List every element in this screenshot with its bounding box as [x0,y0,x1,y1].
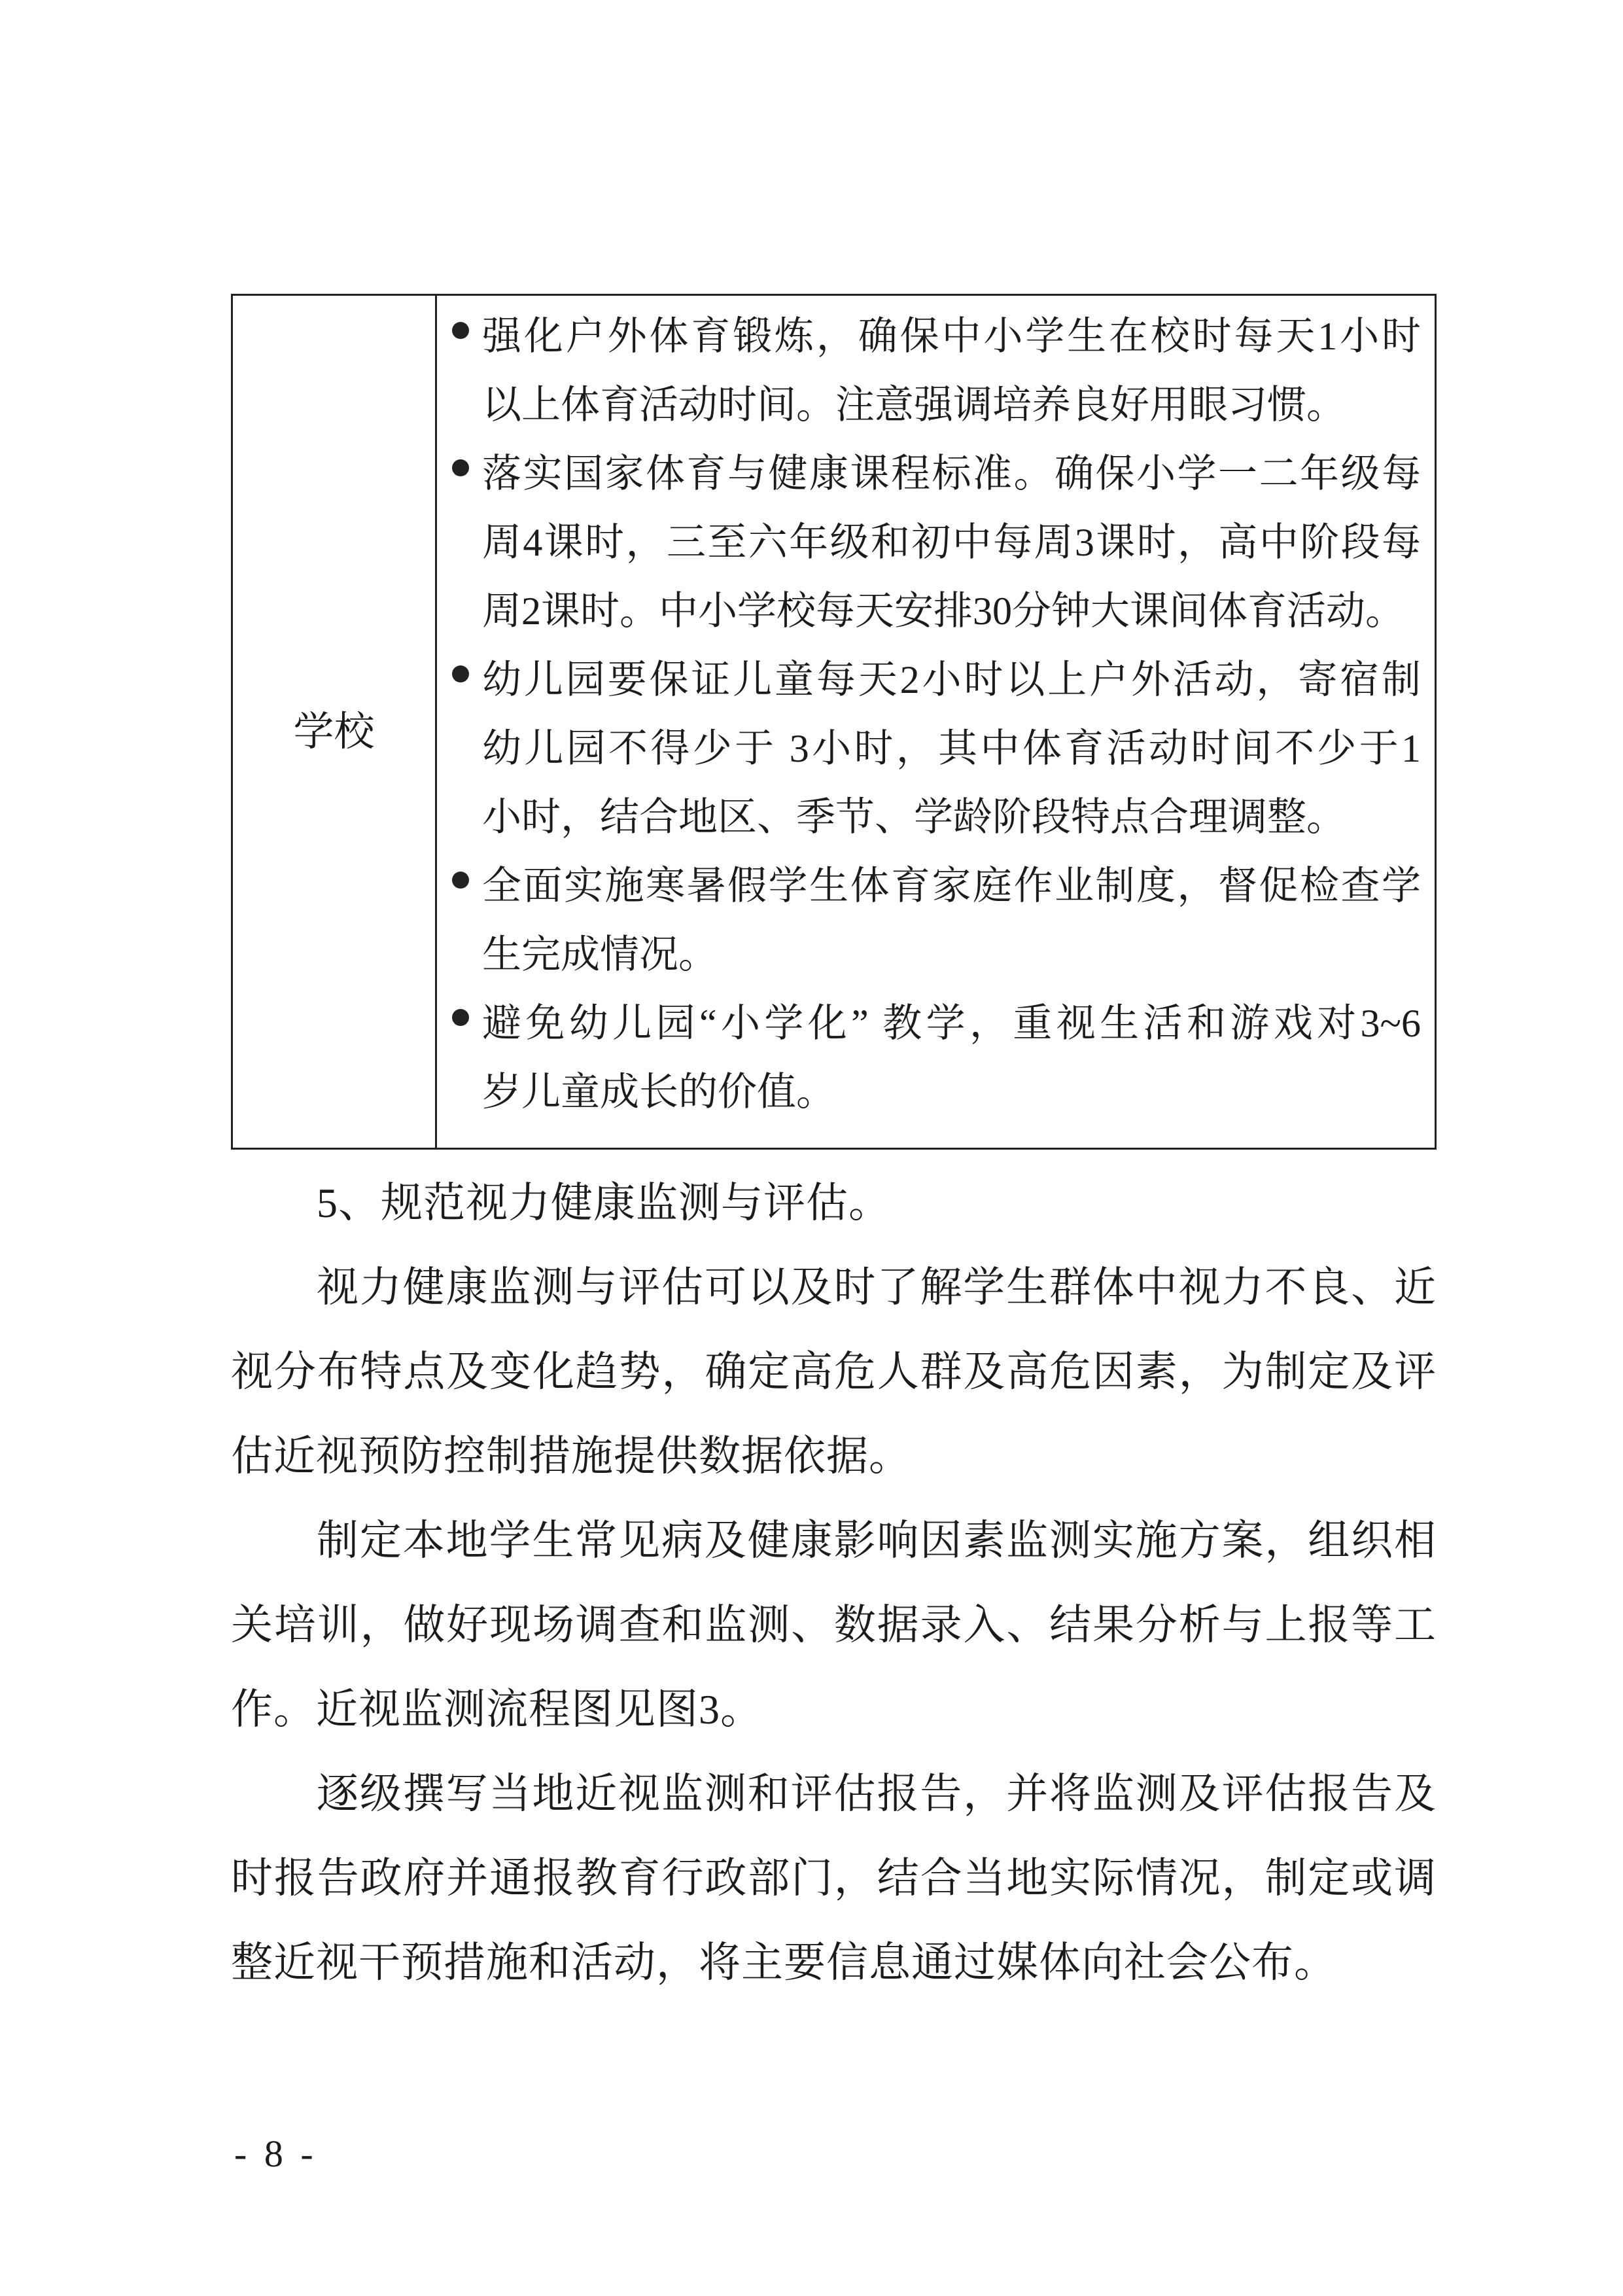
section-heading: 5、规范视力健康监测与评估。 [317,1180,891,1226]
text-line: 视力健康监测与评估可以及时了解学生群体中视力不良、近 [317,1264,1437,1311]
bullet-icon [452,322,469,339]
text-line: 岁儿童成长的价值。 [482,1070,835,1114]
bullet-item [482,989,1435,1127]
bullet-icon [452,459,469,476]
bullet-icon [452,872,469,889]
text-line: 作。近视监测流程图见图3。 [231,1686,763,1733]
text-line: 避免幼儿园“小学化” 教学，重视生活和游戏对3~6 [482,1002,1421,1045]
category-label: 学校 [293,709,375,754]
text-line: 以上体育活动时间。注意强调培养良好用眼习惯。 [482,383,1346,427]
paragraph [231,1752,1437,2005]
section-body [231,1161,1437,2005]
bullet-item [482,302,1435,440]
text-line: 全面实施寒暑假学生体育家庭作业制度，督促检查学 [482,864,1421,908]
bullet-item [482,646,1435,852]
text-line: 视分布特点及变化趋势，确定高危人群及高危因素，为制定及评 [231,1349,1437,1395]
bullet-item [482,852,1435,989]
text-line: 周2课时。中小学校每天安排30分钟大课间体育活动。 [482,590,1405,633]
text-line: 强化户外体育锻炼，确保中小学生在校时每天1小时 [482,315,1421,358]
text-line: 幼儿园不得少于 3小时，其中体育活动时间不少于1 [482,727,1421,770]
measures-cell [437,296,1435,1148]
bullet-icon [452,665,469,682]
bullet-item [482,440,1435,646]
text-line: 周4课时，三至六年级和初中每周3课时，高中阶段每 [482,521,1421,564]
text-line: 落实国家体育与健康课程标准。确保小学一二年级每 [482,452,1421,495]
text-line: 时报告政府并通报教育行政部门，结合当地实际情况，制定或调 [231,1855,1437,1901]
text-line: 关培训，做好现场调查和监测、数据录入、结果分析与上报等工 [231,1602,1437,1648]
page-number: - 8 - [234,2132,317,2175]
text-line: 幼儿园要保证儿童每天2小时以上户外活动，寄宿制 [482,658,1421,701]
text-line: 整近视干预措施和活动，将主要信息通过媒体向社会公布。 [231,1939,1336,1986]
category-cell [233,296,437,1148]
measures-table [231,294,1437,1150]
paragraph [231,1245,1437,1498]
text-line: 生完成情况。 [482,933,718,976]
text-line: 小时，结合地区、季节、学龄阶段特点合理调整。 [482,796,1346,839]
text-line: 制定本地学生常见病及健康影响因素监测实施方案，组织相 [317,1517,1437,1564]
paragraph [231,1498,1437,1752]
bullet-icon [452,1009,469,1026]
text-line: 逐级撰写当地近视监测和评估报告，并将监测及评估报告及 [317,1771,1437,1817]
text-line: 估近视预防控制措施提供数据依据。 [231,1433,911,1479]
